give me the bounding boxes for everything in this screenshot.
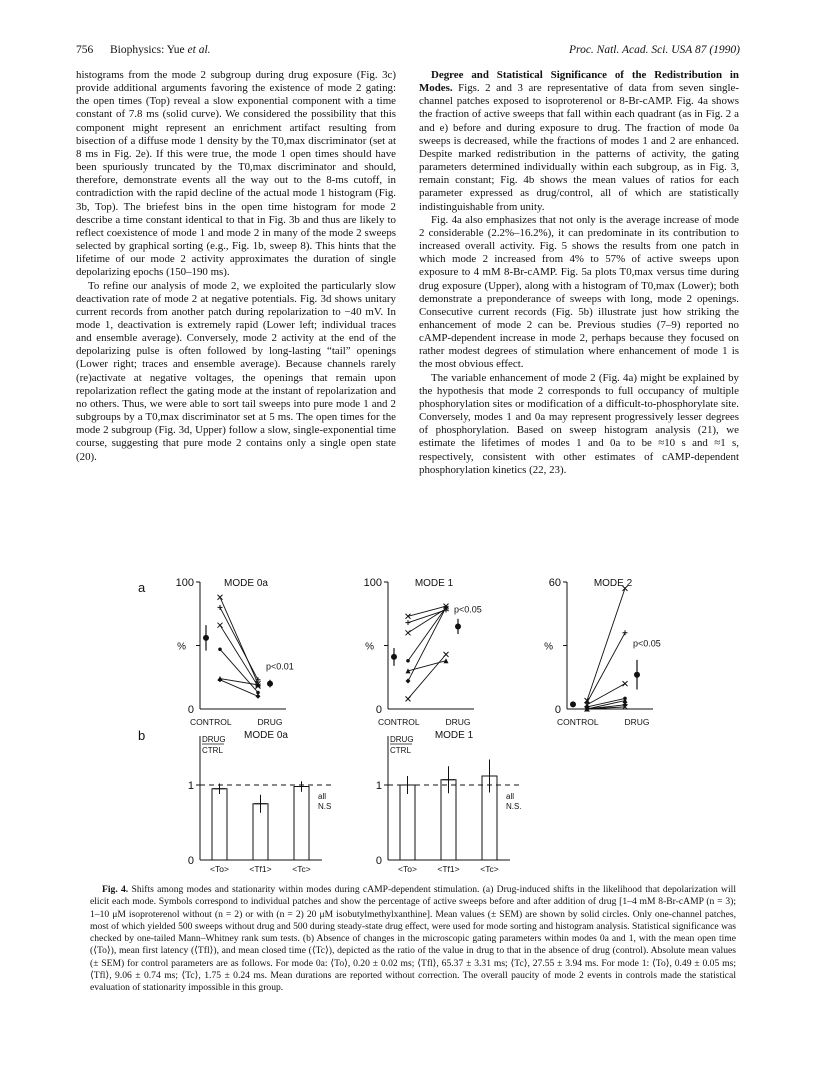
b-mode1-x-label: <Tf1> [437, 864, 460, 872]
section-title [110, 44, 211, 56]
b-mode1-title: MODE 1 [434, 730, 474, 741]
b-mode0a-ratio-bottom: CTRL [202, 746, 223, 755]
right-paragraph-2: Fig. 4a also emphasizes that not only is the average increase of mode 2 considerable (2.2%–16.2%), it can predominate in its contribution to increased overall activity. Fig. 5 shows the results from one patch in which mode 2 increased from 4% to 57% of active sweeps upon exposure to 4 mM 8-Br-cAMP. Fig. 5a plots T0,max versus time during drug exposure (Upper), along with a histogram of T0,max (Lower); both demonstrate a preponderance of sweeps with long, mode 2 openings. Consecutive current records (Fig. 5b) illustrate just how striking the enhancement of mode 2 can be. Previous studies (7–9) reported no cAMP-dependent increase in mode 2, perhaps because they focused on rather modest degrees of stimulation where enhancement of mode 1 is the most obvious effect. [419, 213, 739, 371]
b-mode1-ratio-bottom: CTRL [390, 746, 411, 755]
b-mode0a-x-label: <To> [210, 864, 229, 872]
b-mode0a-x-label: <Tf1> [249, 864, 272, 872]
mode0a-control-point [218, 595, 223, 600]
mode0a-drug-point [256, 691, 260, 695]
panel-a-label: a [138, 580, 146, 595]
right-paragraph-1 [419, 69, 739, 214]
mode2-tick-top-label: 60 [548, 577, 561, 589]
journal-citation: Proc. Natl. Acad. Sci. USA 87 (1990) [569, 44, 740, 56]
left-column [76, 69, 396, 464]
b-mode1-all-label: all [506, 792, 515, 801]
mode1-tick-zero-label: 0 [375, 704, 382, 716]
mode1-control-point [406, 696, 411, 701]
mode2-control-label: CONTROL [557, 717, 599, 727]
mode0a-control-point [218, 623, 223, 628]
mode1-control-mean [391, 654, 397, 660]
mode1-control-point [406, 679, 411, 684]
mode1-control-point [406, 620, 411, 625]
mode2-drug-label: DRUG [624, 717, 650, 727]
section-heading: Degree and Statistical Significance of the Redistribution in Modes. [419, 69, 739, 95]
left-paragraph-1: histograms from the mode 2 subgroup during drug exposure (Fig. 3c) provide additional arguments favoring the existence of mode 2 gating: the open times (Top) reveal a slow exponential component with a time constant of 7.8 ms (solid curve). We considered the possibility that this component might represent an enrichment artifact resulting from bisection of a diffuse mode 1 density by the T0,max discriminator (set at 8 ms in Fig. 2e). If this were true, the mode 1 open times should have been spuriously truncated by the T0,max discriminator and should, therefore, demonstrate events all the way out to the 8-ms cutoff, in contradiction with the rapid decline of the actual mode 1 histogram (Fig. 3b, Top). The briefest bins in the open time histogram for mode 2 describe a time constant identical to that in Fig. 3b and thus are likely to reflect coexistence of mode 1 and mode 2 in many of the mode 2 sweeps selected by graphical sorting (e.g., Fig. 1b, sweep 8). This hints that the lifetime of our mode 2 activity approximates the duration of single depolarizing epochs (150–190 ms). [76, 69, 396, 279]
mode0a-drug-label: DRUG [257, 717, 283, 727]
mode2-p-value: p<0.05 [633, 638, 661, 649]
mode1-patch-line [408, 607, 446, 681]
mode0a-control-label: CONTROL [190, 717, 232, 727]
mode0a-control-point [218, 677, 223, 682]
section-etal: et al. [187, 44, 211, 56]
running-header [76, 44, 740, 60]
mode2-control-mean [570, 701, 576, 707]
caption-text: Shifts among modes and stationarity within modes during cAMP-dependent stimulation. (a) Drug-induced shifts in the likelihood that depolarization will elicit each mode. Symbols correspond to individual patches and show the percentage of active sweeps before and after addition of drug [1–4 mM 8-Br-cAMP (n = 3); 1–10 μM isoproterenol without (n = 2) or with (n = 2) 20 μM isobutylmethylxanthine]. Mean values (± SEM) are shown by solid circles. Only one-channel patches, most of which yielded 500 sweeps without drug and 500 during steady-state drug effect, were used for mode sorting and histogram analysis. Statistical significance was checked by one-tailed Mann–Whitney rank sum tests. (b) Absence of changes in the microscopic gating parameters within modes 0a and 1, with the mean open time (⟨To⟩), mean first latency (⟨Tfl⟩), and mean closed time (⟨Tc⟩), depicted as the ratio of the value in drug to that in the absence of drug (control). Absolute mean values (± SEM) for control parameters are as follows. For mode 0a: ⟨To⟩, 0.20 ± 0.02 ms; ⟨Tfl⟩, 65.37 ± 3.31 ms; ⟨Tc⟩, 27.55 ± 3.94 ms. For mode 1: ⟨To⟩, 0.49 ± 0.05 ms; ⟨Tfl⟩, 9.06 ± 0.74 ms; ⟨Tc⟩, 1.75 ± 0.24 ms. Mean durations are reported without correction. The overall paucity of mode 2 events in controls made the statistical evaluation of stationarity impossible in this group. [90, 884, 736, 994]
mode1-tick-top-label: 100 [363, 577, 382, 589]
mode2-patch-line [587, 588, 625, 700]
page-number: 756 [76, 44, 94, 56]
b-mode1-tick-one-label: 1 [375, 780, 382, 792]
mode1-patch-line [408, 607, 446, 660]
panel-b-label: b [138, 728, 146, 743]
mode2-tick-zero-label: 0 [554, 704, 561, 716]
mode0a-drug-point [256, 694, 261, 699]
mode1-control-point [406, 614, 411, 619]
right-paragraph-1-text: Figs. 2 and 3 are representative of data from seven single-channel patches exposed to isoproterenol or 8-Br-cAMP. Fig. 4a shows the fraction of active sweeps that fall within each quadrant (as in Fig. 2 a and e) before and during exposure to drug. The fraction of mode 0a sweeps is decreased, while the fractions of modes 1 and 2 are enhanced. Despite marked redistribution in the patterns of activity, the gating parameters determined individually within each subgroup, as in Fig. 3, remain constant; Fig. 4b shows the mean values of ratios for each parameter expressed as drug/control, all of which are statistically indistinguishable from unity. [419, 82, 739, 213]
mode2-drug-point [623, 630, 628, 635]
b-mode0a-all-label: all [318, 792, 327, 801]
b-mode1-ns-label: N.S. [506, 802, 522, 811]
mode1-drug-label: DRUG [445, 717, 471, 727]
mode2-percent-label: % [544, 641, 553, 653]
mode1-control-label: CONTROL [378, 717, 420, 727]
b-mode0a-bar [294, 787, 309, 861]
right-column [419, 69, 739, 477]
mode0a-title: MODE 0a [224, 578, 268, 589]
figure-panels [176, 577, 661, 872]
mode0a-tick-top-label: 100 [175, 577, 194, 589]
b-mode1-bar [400, 785, 415, 860]
figure-4 [130, 572, 700, 872]
mode1-drug-point [444, 658, 449, 663]
left-paragraph-2: To refine our analysis of mode 2, we exploited the particularly slow deactivation rate of mode 2 at negative potentials. Fig. 3d shows unitary current records from another patch during repolarization to −40 mV. In mode 1, deactivation is extremely rapid (Lower left; individual traces and ensemble average). Conversely, mode 2 activity at the end of the depolarizing pulse is often followed by long-lasting “tail” openings (Lower right; traces and ensemble average). Because channels rarely (re)activate at negative voltages, the openings that remain upon repolarization reflect the gating mode at the instant of repolarization and no others. Thus, we were able to sort tail sweeps into pure mode 1 and 2 subgroups by a T0,max discriminator set at 5 ms. The open times for the mode 2 subgroup (Fig. 3d, Upper) follow a slow, single-exponential time course, suggesting that pure mode 2 contains only a single open state (20). [76, 279, 396, 463]
b-mode0a-tick-one-label: 1 [187, 780, 194, 792]
caption-label: Fig. 4. [102, 884, 129, 895]
b-mode1-x-label: <Tc> [480, 864, 499, 872]
mode2-title: MODE 2 [593, 578, 633, 589]
mode0a-patch-line [220, 679, 258, 685]
mode1-control-point [406, 668, 411, 673]
mode1-control-point [406, 659, 410, 663]
b-mode0a-bar [212, 789, 227, 860]
mode0a-control-point [218, 605, 223, 610]
mode2-drug-mean [634, 672, 640, 678]
b-mode1-ratio-top: DRUG [390, 735, 414, 744]
mode1-p-value: p<0.05 [454, 604, 482, 615]
mode0a-patch-line [220, 680, 258, 697]
mode1-title: MODE 1 [414, 578, 454, 589]
mode2-drug-point [623, 681, 628, 686]
mode0a-p-value: p<0.01 [266, 661, 294, 672]
mode0a-patch-line [220, 607, 258, 679]
b-mode0a-title: MODE 0a [244, 730, 288, 741]
figure-caption [90, 884, 736, 995]
right-paragraph-3: The variable enhancement of mode 2 (Fig. 4a) might be explained by the hypothesis that mode 2 corresponds to full occupancy of multiple phosphorylation sites or modification of a difficult-to-phosphorylate site. Conversely, modes 1 and 0a may represent progressively lesser degrees of phosphorylation. Based on sweep histogram analysis (21), we estimate the lifetimes of modes 1 and 0a to be ≈10 s and ≈1 s, respectively, consistent with other estimates of cAMP-dependent phosphorylation kinetics (22, 23). [419, 371, 739, 476]
mode0a-control-mean [203, 635, 209, 641]
mode1-patch-line [408, 654, 446, 698]
mode1-drug-point [444, 652, 449, 657]
b-mode0a-ratio-top: DRUG [202, 735, 226, 744]
mode1-percent-label: % [365, 641, 374, 653]
section-name: Biophysics: Yue [110, 44, 188, 56]
b-mode0a-ns-label: N.S [318, 802, 332, 811]
b-mode1-x-label: <To> [398, 864, 417, 872]
mode1-control-point [406, 630, 411, 635]
mode1-drug-mean [455, 623, 461, 629]
b-mode0a-tick-zero-label: 0 [187, 855, 194, 867]
mode0a-tick-zero-label: 0 [187, 704, 194, 716]
b-mode0a-x-label: <Tc> [292, 864, 311, 872]
b-mode1-tick-zero-label: 0 [375, 855, 382, 867]
mode0a-control-point [218, 648, 222, 652]
mode0a-drug-mean [267, 681, 273, 687]
mode0a-percent-label: % [177, 641, 186, 653]
